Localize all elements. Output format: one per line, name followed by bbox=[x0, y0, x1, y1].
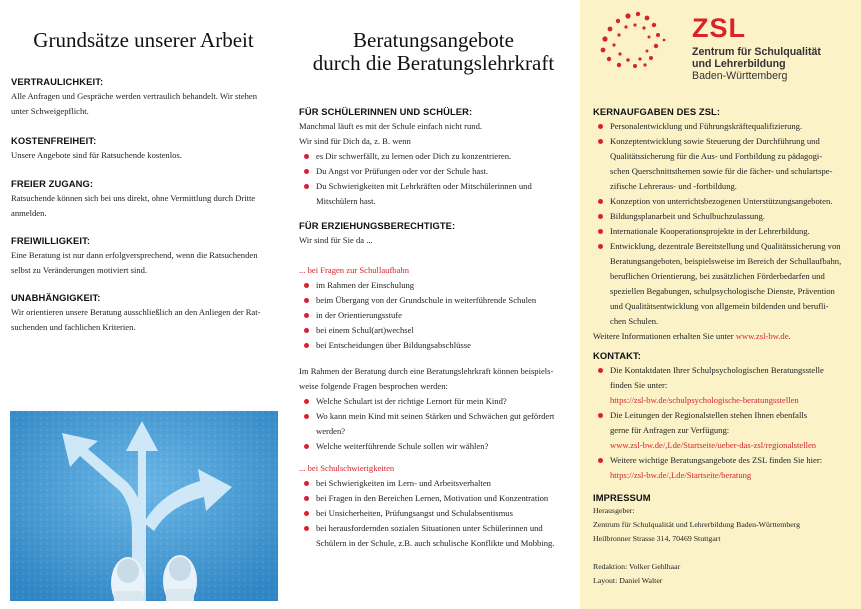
list-item: Schülern in der Schule, z.B. auch schulische Konflikte und Mobbing. bbox=[316, 538, 555, 548]
section-heading: VERTRAULICHKEIT: bbox=[11, 76, 104, 87]
publisher-label: Herausgeber: bbox=[593, 506, 635, 515]
task-item: Personalentwicklung und Führungskräftequalifizierung. bbox=[593, 119, 855, 134]
section-heading: FREIWILLIGKEIT: bbox=[11, 235, 91, 246]
list-item: bei Unsicherheiten, Prüfungsangst und Schulabsentismus bbox=[299, 506, 571, 521]
counseling-centers-link[interactable]: https://zsl-bw.de/schulpsychologische-beratungsstellen bbox=[610, 395, 799, 405]
section-free-access bbox=[11, 178, 279, 221]
students-section bbox=[299, 106, 571, 209]
students-intro: Manchmal läuft es mit der Schule einfach nicht rund. bbox=[299, 121, 483, 131]
zsl-logo-icon bbox=[598, 10, 668, 68]
list-item: bei Entscheidungen über Bildungsabschlüsse bbox=[299, 338, 571, 353]
parents-intro: Wir sind für Sie da ... bbox=[299, 235, 373, 245]
task-item: Konzeptentwicklung sowie Steuerung der Durchführung und Qualitätssicherung für die Aus- und Fortbildung zu pädagogi- schen Querschnittsthemen sowie für die fächer- und schulartspe- zifische Lehreraus- und -fortbildung. bbox=[593, 134, 855, 194]
zsl-logo-line: und Lehrerbildung bbox=[692, 58, 786, 70]
task-item: Entwicklung, dezentrale Bereitstellung und Qualitätssicherung von Beratungsangeboten, beispielsweise im Bereich der Schullaufbahn, beruflichen Orientierung, bei zusätzlichen Förderbedarfen und speziellen Begabungen, schulpsychologische Dienste, Prävention und Qualitätsentwicklung von allgemein bildenden und berufli- chen Schulen. bbox=[593, 239, 855, 329]
section-independence bbox=[11, 292, 279, 335]
parents-section bbox=[299, 220, 571, 248]
task-item: Bildungsplanarbeit und Schulbuchzulassung. bbox=[593, 209, 855, 224]
crossroads-arrows-photo bbox=[10, 411, 278, 601]
counseling-offers-link[interactable]: https://zsl-bw.de/,Lde/Startseite/beratung bbox=[610, 470, 752, 480]
section-heading: FREIER ZUGANG: bbox=[11, 178, 94, 189]
list-item: Du Angst vor Prüfungen oder vor der Schule hast. bbox=[299, 164, 571, 179]
list-item: Mitschülern hast. bbox=[316, 196, 376, 206]
imprint-section bbox=[593, 492, 855, 588]
section-text: Wir orientieren unsere Beratung ausschließlich an den Anliegen der Rat- bbox=[11, 307, 261, 317]
section-text: suchenden und fachlichen Kriterien. bbox=[11, 322, 136, 332]
students-intro: Wir sind für Dich da, z. B. wenn bbox=[299, 136, 411, 146]
list-item: bei Schwierigkeiten im Lern- und Arbeitsverhalten bbox=[299, 476, 571, 491]
section-heading: UNABHÄNGIGKEIT: bbox=[11, 292, 101, 303]
section-text: Eine Beratung ist nur dann erfolgversprechend, wenn die Ratsuchenden bbox=[11, 250, 258, 260]
more-info-text: Weitere Informationen erhalten Sie unter www.zsl-bw.de. bbox=[593, 331, 791, 341]
school-difficulties-section bbox=[299, 461, 571, 551]
list-item: Wo kann mein Kind mit seinen Stärken und Schwächen gut gefördert bbox=[299, 409, 571, 424]
principles-title: Grundsätze unserer Arbeit bbox=[33, 28, 254, 52]
list-item: werden? bbox=[316, 426, 346, 436]
section-text: Ratsuchende können sich bei uns direkt, ohne Vermittlung durch Dritte bbox=[11, 193, 256, 203]
list-item: bei herausfordernden sozialen Situationen unter Schülerinnen und bbox=[299, 521, 571, 536]
publisher-address: Heilbronner Strasse 314, 70469 Stuttgart bbox=[593, 534, 721, 543]
list-item: beim Übergang von der Grundschule in weiterführende Schulen bbox=[299, 293, 571, 308]
contact-section bbox=[593, 350, 855, 483]
list-item: Welche Schulart ist der richtige Lernort für mein Kind? bbox=[299, 394, 571, 409]
school-career-subheading: ... bei Fragen zur Schullaufbahn bbox=[299, 265, 410, 275]
task-item: Konzeption von unterrichtsbezogenen Unterstützungsangeboten. bbox=[593, 194, 855, 209]
contact-item: Die Kontaktdaten Ihrer Schulpsychologischen Beratungsstelle finden Sie unter: https://zsl-bw.de/schulpsychologische-beratungsstellen bbox=[593, 363, 855, 408]
contact-item: Die Leitungen der Regionalstellen stehen Ihnen ebenfalls gerne für Anfragen zur Verfügung: www.zsl-bw.de/,Lde/Startseite/ueber-das-zsl/regionalstellen bbox=[593, 408, 855, 453]
core-tasks-section bbox=[593, 106, 855, 344]
section-voluntariness bbox=[11, 235, 279, 278]
offers-title-line2: durch die Beratungslehrkraft bbox=[312, 51, 555, 75]
parents-heading: FÜR ERZIEHUNGSBERECHTIGTE: bbox=[299, 220, 456, 231]
editor-credit: Redaktion: Volker Gehlhaar bbox=[593, 562, 681, 571]
school-career-section bbox=[299, 263, 571, 353]
school-difficulties-subheading: ... bei Schulschwierigkeiten bbox=[299, 463, 395, 473]
contact-heading: KONTAKT: bbox=[593, 350, 642, 361]
core-tasks-heading: KERNAUFGABEN DES ZSL: bbox=[593, 106, 721, 117]
questions-intro: weise folgende Fragen besprochen werden: bbox=[299, 381, 448, 391]
section-text: Alle Anfragen und Gespräche werden vertraulich behandelt. Wir stehen bbox=[11, 91, 257, 101]
list-item: Du Schwierigkeiten mit Lehrkräften oder Mitschülerinnen und bbox=[299, 179, 571, 194]
list-item: bei einem Schul(art)wechsel bbox=[299, 323, 571, 338]
contact-item: Weitere wichtige Beratungsangebote des ZSL finden Sie hier: https://zsl-bw.de/,Lde/Startseite/beratung bbox=[593, 453, 855, 483]
zsl-website-link[interactable]: www.zsl-bw.de bbox=[735, 331, 789, 341]
section-free-of-charge bbox=[11, 135, 279, 163]
regional-offices-link[interactable]: www.zsl-bw.de/,Lde/Startseite/ueber-das-zsl/regionalstellen bbox=[610, 440, 817, 450]
list-item: Welche weiterführende Schule sollen wir wählen? bbox=[299, 439, 571, 454]
zsl-logo-line: Baden-Württemberg bbox=[692, 70, 788, 82]
layout-credit: Layout: Daniel Walter bbox=[593, 576, 663, 585]
section-text: Unsere Angebote sind für Ratsuchende kostenlos. bbox=[11, 150, 182, 160]
section-text: selbst zu Veränderungen motiviert sind. bbox=[11, 265, 148, 275]
zsl-logo-abbr: ZSL bbox=[692, 13, 746, 43]
section-text: unter Schweigepflicht. bbox=[11, 106, 89, 116]
list-item: bei Fragen in den Bereichen Lernen, Motivation und Konzentration bbox=[299, 491, 571, 506]
publisher-name: Zentrum für Schulqualität und Lehrerbildung Baden-Württemberg bbox=[593, 520, 801, 529]
task-item: Internationale Kooperationsprojekte in der Lehrerbildung. bbox=[593, 224, 855, 239]
section-confidentiality bbox=[11, 76, 279, 119]
questions-intro: Im Rahmen der Beratung durch eine Beratungslehrkraft können beispiels- bbox=[299, 366, 554, 376]
section-heading: KOSTENFREIHEIT: bbox=[11, 135, 97, 146]
imprint-heading: IMPRESSUM bbox=[593, 492, 651, 503]
zsl-logo-line: Zentrum für Schulqualität bbox=[692, 46, 821, 58]
list-item: in der Orientierungsstufe bbox=[299, 308, 571, 323]
questions-section bbox=[299, 364, 571, 454]
students-heading: FÜR SCHÜLERINNEN UND SCHÜLER: bbox=[299, 106, 473, 117]
list-item: im Rahmen der Einschulung bbox=[299, 278, 571, 293]
list-item: es Dir schwerfällt, zu lernen oder Dich zu konzentrieren. bbox=[299, 149, 571, 164]
section-text: anmelden. bbox=[11, 208, 47, 218]
offers-title-line1: Beratungsangebote bbox=[353, 28, 514, 52]
